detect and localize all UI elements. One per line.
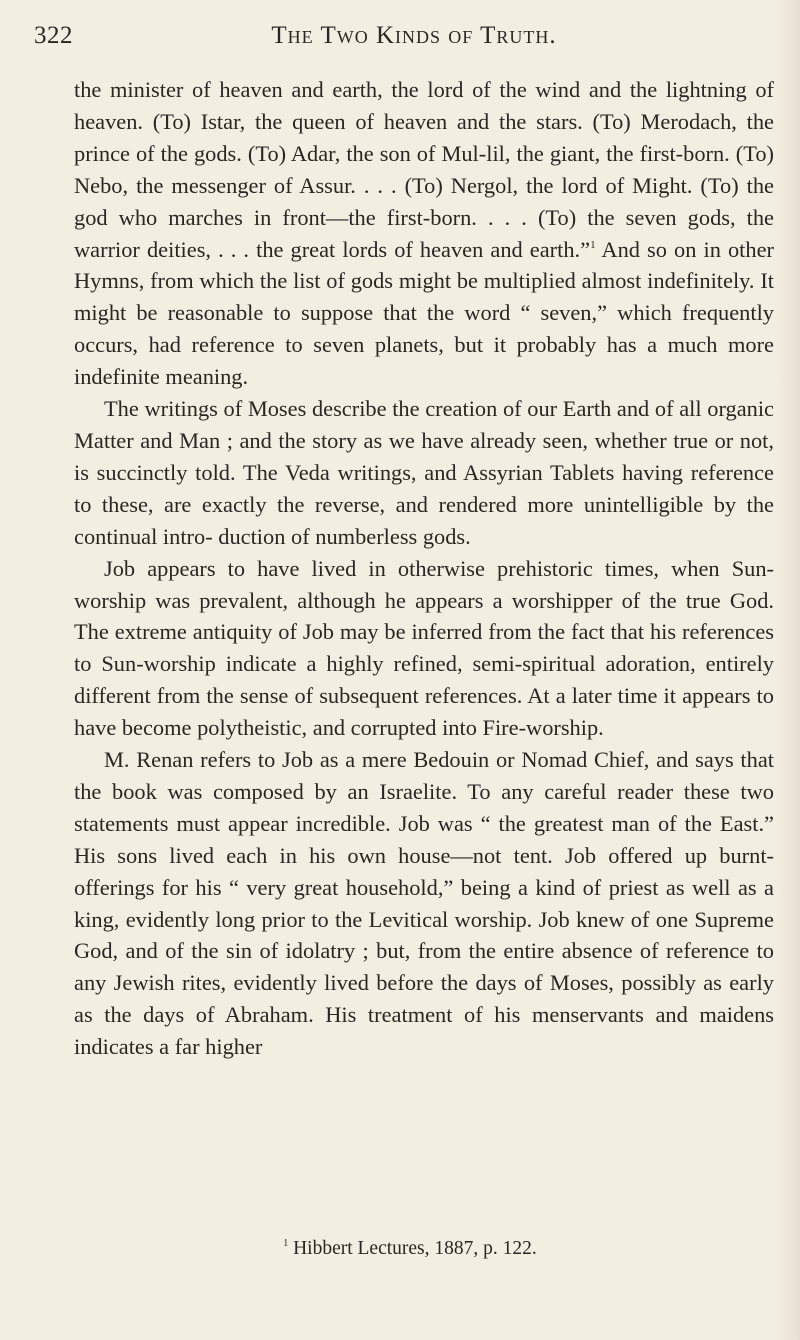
paragraph-text: the minister of heaven and earth, the lord of the wind and the lightning of heaven. (To) Istar, the queen of heaven and the stars. (To) Merodach, the prince of the gods. (To) Adar, the son of Mul-lil, the giant, the first-born. (To) Nebo, the messenger of Assur. . . . (To) Nergol, the lord of Might. (To) the god who marches in front—the first-born. . . . (To) the seven gods, the warrior deities, . . . the great lords of heaven and earth.” — [74, 77, 774, 262]
paragraph-text: And so on in other Hymns, from which the list of gods might be multiplied almost indefinitely. It might be reasonable to suppose that the word “ seven,” which frequently occurs, had reference to seven planets, but it probably has a much more indefinite meaning. — [74, 236, 774, 390]
page-number: 322 — [34, 22, 73, 49]
page-header — [34, 22, 774, 52]
body-text — [74, 74, 774, 1063]
paragraph-renan: M. Renan refers to Job as a mere Bedouin or Nomad Chief, and says that the book was composed by an Israelite. To any careful reader these two statements must appear incredible. Job was “ the greatest man of the East.” His sons lived each in his own house—not tent. Job offered up burnt-offerings for his “ very great household,” being a kind of priest as well as a king, evidently long prior to the Levitical worship. Job knew of one Supreme God, and of the sin of idolatry ; but, from the entire absence of reference to any Jewish rites, evidently lived before the days of Moses, possibly as early as the days of Abraham. His treatment of his menservants and maidens indicates a far higher — [74, 747, 774, 1060]
footnote-marker: 1 — [283, 1238, 289, 1249]
footnote — [0, 1238, 800, 1260]
paragraph-moses: The writings of Moses describe the creation of our Earth and of all organic Matter and Man ; and the story as we have already seen, whether true or not, is succinctly told. The Veda writings, and Assyrian Tablets having reference to these, are exactly the reverse, and rendered more unintelligible by the continual intro- duction of numberless gods. — [74, 396, 774, 549]
paragraph-job-antiquity: Job appears to have lived in otherwise prehistoric times, when Sun-worship was prevalent, although he appears a worshipper of the true God. The extreme antiquity of Job may be inferred from the fact that his references to Sun-worship indicate a highly refined, semi-spiritual adoration, entirely different from the sense of subsequent references. At a later time it appears to have become polytheistic, and corrupted into Fire-worship. — [74, 555, 774, 741]
footnote-text: Hibbert Lectures, 1887, p. 122. — [288, 1238, 537, 1259]
footnote-reference: 1 — [590, 238, 596, 251]
paragraph-continued — [74, 74, 774, 393]
running-head: The Two Kinds of Truth. — [271, 22, 557, 49]
